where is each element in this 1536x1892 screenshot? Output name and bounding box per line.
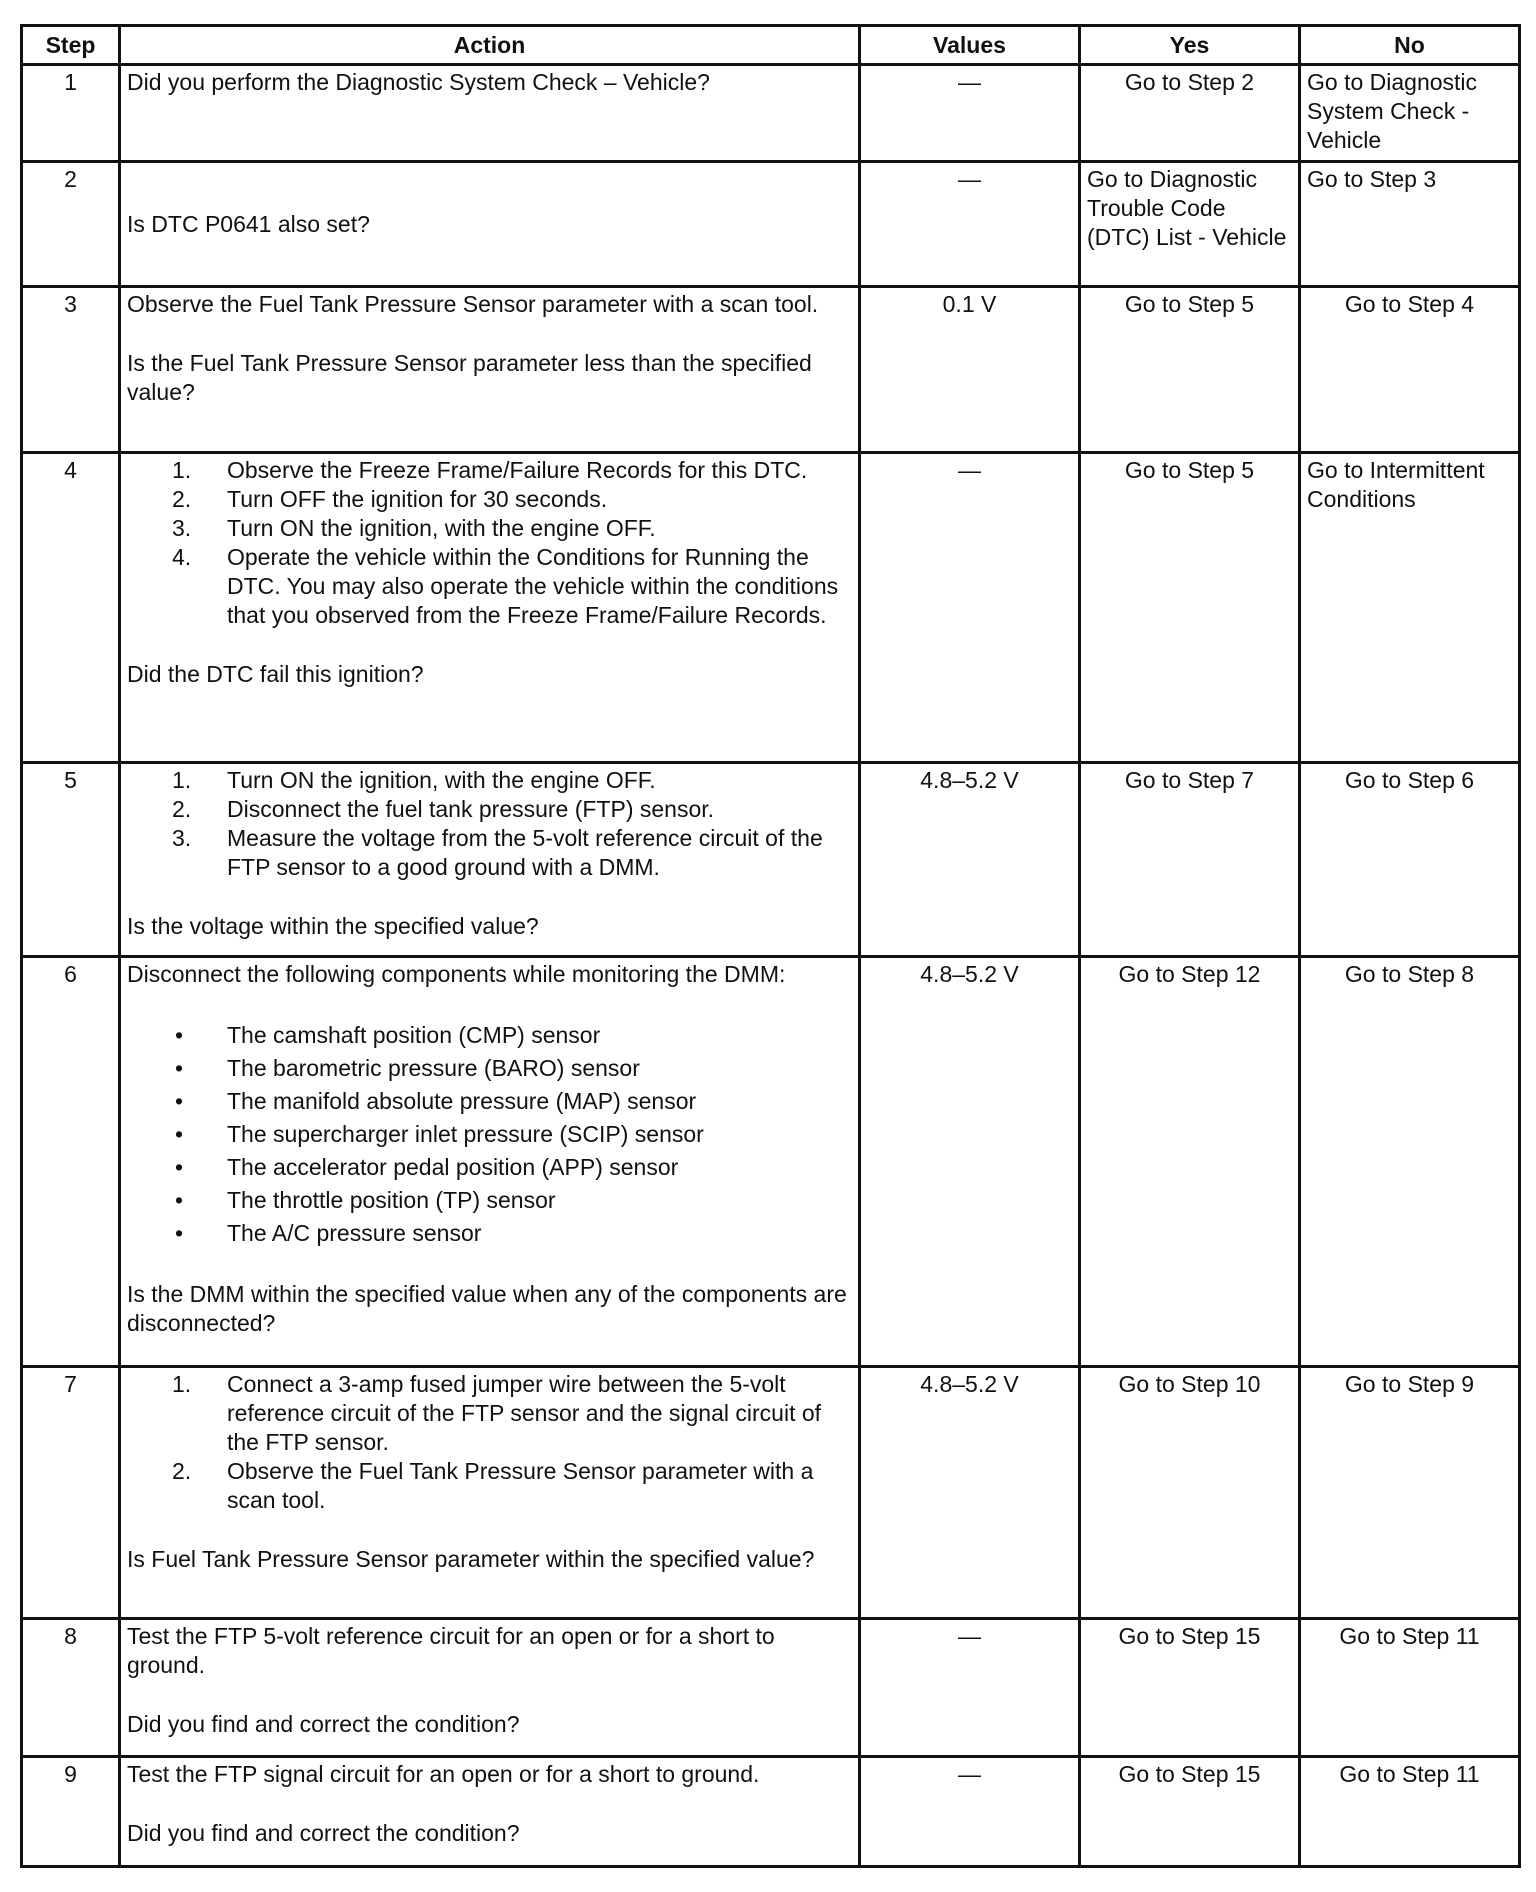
values-cell: —	[860, 453, 1080, 763]
yes-cell: Go to Step 5	[1080, 287, 1300, 453]
list-item: • The A/C pressure sensor	[175, 1220, 482, 1246]
no-cell: Go to Step 4	[1300, 287, 1520, 453]
list-item: 1. Connect a 3-amp fused jumper wire between the 5-volt reference circuit of the FTP sensor and the signal circuit of the FTP sensor.	[172, 1371, 822, 1455]
list-item: • The manifold absolute pressure (MAP) sensor	[175, 1088, 697, 1114]
table-row	[22, 763, 1520, 957]
values-cell: —	[860, 65, 1080, 162]
action-question: Is the Fuel Tank Pressure Sensor parameter less than the specified value?	[127, 350, 812, 405]
list-item: • The camshaft position (CMP) sensor	[175, 1022, 601, 1048]
step-number: 6	[22, 957, 120, 1367]
action-text: Did you perform the Diagnostic System Check – Vehicle?	[127, 69, 710, 95]
no-cell: Go to Step 8	[1300, 957, 1520, 1367]
step-number: 7	[22, 1367, 120, 1619]
step-number: 9	[22, 1757, 120, 1867]
action-question: Is the voltage within the specified value?	[127, 913, 539, 939]
list-item: 1. Turn ON the ignition, with the engine OFF.	[172, 767, 656, 793]
action-cell	[120, 1619, 860, 1757]
action-cell	[120, 287, 860, 453]
action-cell	[120, 763, 860, 957]
action-question: Is the DMM within the specified value when any of the components are disconnected?	[127, 1281, 847, 1336]
no-cell: Go to Step 6	[1300, 763, 1520, 957]
table-row	[22, 957, 1520, 1367]
values-cell: 4.8–5.2 V	[860, 763, 1080, 957]
component-list	[127, 1019, 852, 1250]
action-question: Is DTC P0641 also set?	[127, 210, 370, 237]
no-cell: Go to Step 9	[1300, 1367, 1520, 1619]
header-no: No	[1300, 26, 1520, 65]
step-number: 1	[22, 65, 120, 162]
step-number: 2	[22, 162, 120, 287]
no-cell: Go to Diagnostic System Check - Vehicle	[1300, 65, 1520, 162]
action-question: Is Fuel Tank Pressure Sensor parameter within the specified value?	[127, 1546, 815, 1572]
list-item: 2. Observe the Fuel Tank Pressure Sensor parameter with a scan tool.	[172, 1458, 814, 1513]
step-number: 4	[22, 453, 120, 763]
action-text: Test the FTP signal circuit for an open or for a short to ground.	[127, 1761, 760, 1787]
header-row	[22, 26, 1520, 65]
action-question: Did you find and correct the condition?	[127, 1711, 520, 1737]
list-item: • The supercharger inlet pressure (SCIP) sensor	[175, 1121, 704, 1147]
diagnostic-table	[20, 24, 1521, 1868]
table-row	[22, 1757, 1520, 1867]
action-steps	[127, 456, 852, 630]
action-cell	[120, 453, 860, 763]
list-item: 1. Observe the Freeze Frame/Failure Records for this DTC.	[172, 457, 808, 483]
yes-cell: Go to Step 7	[1080, 763, 1300, 957]
values-cell: —	[860, 1619, 1080, 1757]
table-row	[22, 1619, 1520, 1757]
values-cell: 4.8–5.2 V	[860, 1367, 1080, 1619]
table-row	[22, 287, 1520, 453]
action-cell	[120, 65, 860, 162]
header-yes: Yes	[1080, 26, 1300, 65]
values-cell: —	[860, 1757, 1080, 1867]
values-cell: 4.8–5.2 V	[860, 957, 1080, 1367]
yes-cell: Go to Step 15	[1080, 1757, 1300, 1867]
yes-cell: Go to Diagnostic Trouble Code (DTC) List - Vehicle	[1080, 162, 1300, 287]
no-cell: Go to Step 11	[1300, 1619, 1520, 1757]
yes-cell: Go to Step 12	[1080, 957, 1300, 1367]
action-text: Observe the Fuel Tank Pressure Sensor parameter with a scan tool.	[127, 291, 819, 317]
step-number: 3	[22, 287, 120, 453]
step-number: 8	[22, 1619, 120, 1757]
list-item: 2. Disconnect the fuel tank pressure (FTP) sensor.	[172, 796, 715, 822]
action-cell	[120, 1757, 860, 1867]
table-row	[22, 65, 1520, 162]
list-item: • The throttle position (TP) sensor	[175, 1187, 556, 1213]
action-text: Disconnect the following components while monitoring the DMM:	[127, 961, 786, 987]
values-cell: —	[860, 162, 1080, 287]
yes-cell: Go to Step 15	[1080, 1619, 1300, 1757]
action-question: Did the DTC fail this ignition?	[127, 661, 424, 687]
table-row	[22, 162, 1520, 287]
list-item: 2. Turn OFF the ignition for 30 seconds.	[172, 486, 608, 512]
action-cell	[120, 1367, 860, 1619]
step-number: 5	[22, 763, 120, 957]
no-cell: Go to Step 11	[1300, 1757, 1520, 1867]
table-row	[22, 1367, 1520, 1619]
table-row	[22, 453, 1520, 763]
yes-cell: Go to Step 5	[1080, 453, 1300, 763]
action-question: Did you find and correct the condition?	[127, 1820, 520, 1846]
no-cell: Go to Intermittent Conditions	[1300, 453, 1520, 763]
header-values: Values	[860, 26, 1080, 65]
header-step: Step	[22, 26, 120, 65]
action-cell	[120, 957, 860, 1367]
action-steps	[127, 1370, 852, 1515]
list-item: 3. Turn ON the ignition, with the engine OFF.	[172, 515, 656, 541]
list-item: 4. Operate the vehicle within the Conditions for Running the DTC. You may also operate the vehicle within the conditions that you observed from the Freeze Frame/Failure Records.	[172, 544, 839, 628]
list-item: 3. Measure the voltage from the 5-volt reference circuit of the FTP sensor to a good ground with a DMM.	[172, 825, 823, 880]
values-cell: 0.1 V	[860, 287, 1080, 453]
action-text: Test the FTP 5-volt reference circuit for an open or for a short to ground.	[127, 1623, 775, 1678]
list-item: • The barometric pressure (BARO) sensor	[175, 1055, 640, 1081]
no-cell: Go to Step 3	[1300, 162, 1520, 287]
action-cell	[120, 162, 860, 287]
yes-cell: Go to Step 10	[1080, 1367, 1300, 1619]
yes-cell: Go to Step 2	[1080, 65, 1300, 162]
header-action: Action	[120, 26, 860, 65]
action-steps	[127, 766, 852, 882]
list-item: • The accelerator pedal position (APP) sensor	[175, 1154, 679, 1180]
